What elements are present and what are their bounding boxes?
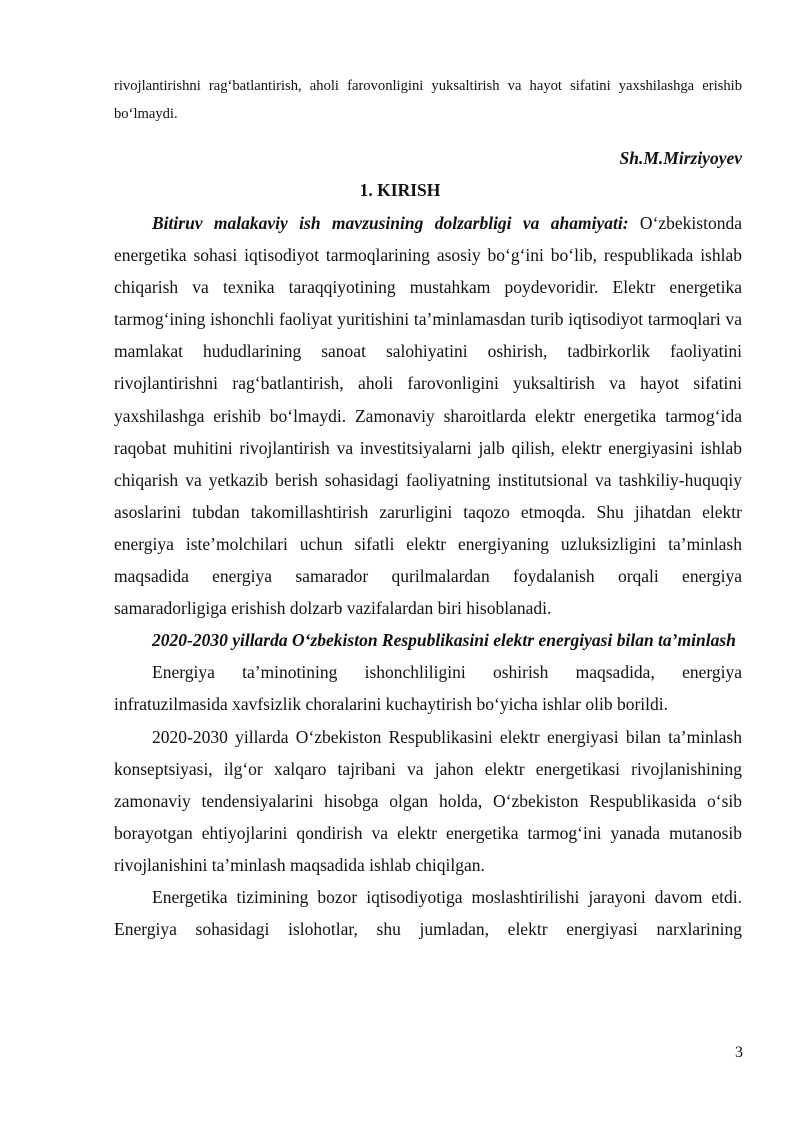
paragraph-lead: Bitiruv malakaviy ish mavzusining dolzarbligi va ahamiyati: (152, 213, 629, 233)
paragraph-concept: 2020-2030 yillarda O‘zbekiston Respublikasini elektr energiyasi bilan ta’minlash konseptsiyasi, ilg‘or xalqaro tajribani va jahon elektr energetikasi rivojlanishining zamonaviy tendensiyalarini hisobga olgan holda, O‘zbekiston Respublikasida o‘sib borayotgan ehtiyojlarini qondirish va elektr energetika tarmog‘ini yanada mutanosib rivojlanishini ta’minlash maqsadida ishlab chiqilgan. (114, 726, 742, 875)
page-number: 3 (735, 1044, 743, 1061)
subsection-title: 2020-2030 yillarda O‘zbekiston Respublikasini elektr energiyasi bilan ta’minlash (152, 630, 736, 651)
paragraph-relevance (114, 207, 742, 624)
epigraph-quote: rivojlantirishni rag‘batlantirish, aholi farovonligini yuksaltirish va hayot sifatini yaxshilashga erishib bo‘lmaydi. (114, 78, 742, 122)
body-text (114, 207, 742, 945)
paragraph-market: Energetika tizimining bozor iqtisodiyotiga moslashtirilishi jarayoni davom etdi. Energiya sohasidagi islohotlar, shu jumladan, elektr energiyasi narxlarining (114, 886, 742, 940)
epigraph-author: Sh.M.Mirziyoyev (619, 148, 742, 168)
paragraph-energy-supply: Energiya ta’minotining ishonchliligini oshirish maqsadida, energiya infratuzilmasida xavfsizlik choralarini kuchaytirish bo‘yicha ishlar olib borildi. (114, 662, 742, 715)
section-heading: 1. KIRISH (359, 180, 441, 200)
paragraph-text: O‘zbekistonda energetika sohasi iqtisodiyot tarmoqlarining asosiy bo‘g‘ini bo‘lib, respublikada ishlab chiqarish va texnika taraqqiyotining mustahkam poydevoridir. Elektr energetika tarmog‘ining ishonchli faoliyat yuritishini ta’minlamasdan turib iqtisodiyot tarmoqlari va mamlakat hududlarining sanoat salohiyatini oshirish, tadbirkorlik faoliyatini rivojlantirishni rag‘batlantirish, aholi farovonligini yuksaltirish va hayot sifatini yaxshilashga erishib bo‘lmaydi. Zamonaviy sharoitlarda elektr energetika tarmog‘ida raqobat muhitini rivojlantirish va investitsiyalarni jalb qilish, elektr energiyasini ishlab chiqarish va yetkazib berish sohasidagi faoliyatning institutsional va tashkiliy-huquqiy asoslarini tubdan takomillashtirish zarurligini taqozo etmoqda. Shu jihatdan elektr energiya iste’molchilari uchun sifatli elektr energiyaning uzluksizligini ta’minlash maqsadida energiya samarador qurilmalardan foydalanish orqali energiya samaradorligiga erishish dolzarb vazifalardan biri hisoblanadi. (114, 213, 742, 619)
